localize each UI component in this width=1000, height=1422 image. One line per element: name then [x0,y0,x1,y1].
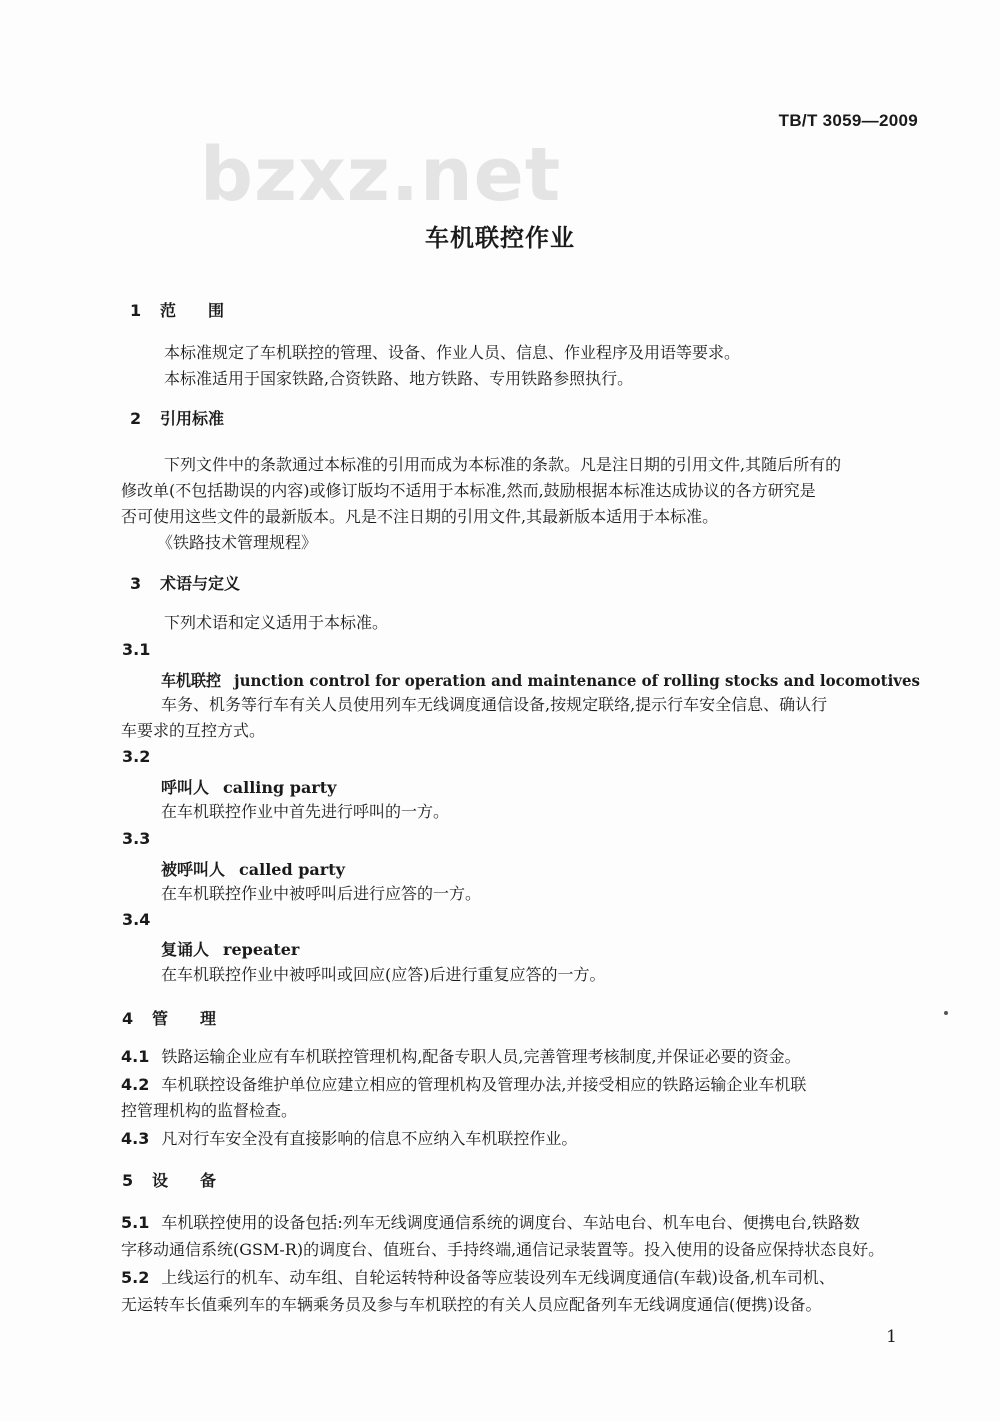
section-5-heading [122,1168,216,1191]
section-number: 5 [122,1171,134,1190]
clause-text: 车机联控使用的设备包括:列车无线调度通信系统的调度台、车站电台、机车电台、便携电台,铁路数 [161,1213,860,1232]
clause-number: 3.3 [122,829,151,848]
term-chinese: 复诵人 [161,940,210,959]
term-english: repeater [223,940,300,959]
reference-document: 《铁路技术管理规程》 [157,533,318,552]
section-number: 1 [130,301,142,320]
section-title: 范 围 [160,301,225,320]
term-chinese: 被呼叫人 [161,860,226,879]
clause-text: 上线运行的机车、动车组、自轮运转特种设备等应装设列车无线调度通信(车载)设备,机车司机、 [161,1268,835,1287]
definition-line: 车要求的互控方式。 [121,721,266,740]
term-entry [161,775,336,798]
term-chinese: 呼叫人 [161,778,210,797]
clause-line [121,1126,577,1152]
definition-line: 在车机联控作业中被呼叫或回应(应答)后进行重复应答的一方。 [161,965,606,984]
clause-number: 3.2 [122,747,151,766]
term-english: called party [239,860,345,879]
clause-line: 字移动通信系统(GSM-R)的调度台、值班台、手持终端,通信记录装置等。投入使用的设备应保持状态良好。 [121,1240,885,1259]
definition-line: 在车机联控作业中首先进行呼叫的一方。 [161,802,450,821]
clause-number: 5.2 [121,1268,150,1287]
term-entry [161,937,299,960]
term-english: junction control for operation and maintenance of rolling stocks and locomotives [234,671,921,690]
clause-text: 车机联控设备维护单位应建立相应的管理机构及管理办法,并接受相应的铁路运输企业车机联 [161,1075,807,1094]
paragraph-line: 下列文件中的条款通过本标准的引用而成为本标准的条款。凡是注日期的引用文件,其随后所有的 [164,455,842,474]
term-english: calling party [223,778,337,797]
section-2-heading [130,406,224,429]
section-title: 引用标准 [160,409,225,428]
section-number: 3 [130,574,142,593]
section-number: 2 [130,409,142,428]
clause-number: 3.4 [122,910,151,929]
section-1-heading [130,298,224,321]
clause-line [121,1044,801,1070]
clause-line: 无运转车长值乘列车的车辆乘务员及参与车机联控的有关人员应配备列车无线调度通信(便携)设备。 [121,1295,822,1314]
stray-mark [944,1011,948,1015]
definition-line: 在车机联控作业中被呼叫后进行应答的一方。 [161,884,482,903]
section-title: 术语与定义 [160,574,241,593]
paragraph: 本标准规定了车机联控的管理、设备、作业人员、信息、作业程序及用语等要求。 [164,343,741,362]
section-4-heading [122,1006,216,1029]
clause-text: 铁路运输企业应有车机联控管理机构,配备专职人员,完善管理考核制度,并保证必要的资金。 [161,1047,801,1066]
section-title: 管 理 [152,1009,217,1028]
clause-number: 4.2 [121,1075,150,1094]
clause-number: 3.1 [122,640,151,659]
paragraph: 下列术语和定义适用于本标准。 [164,613,389,632]
term-chinese: 车机联控 [161,671,222,690]
standard-number: TB/T 3059—2009 [778,111,918,130]
page-number: 1 [886,1327,897,1347]
paragraph-line: 否可使用这些文件的最新版本。凡是不注日期的引用文件,其最新版本适用于本标准。 [121,507,719,526]
document-title: 车机联控作业 [425,224,575,252]
definition-line: 车务、机务等行车有关人员使用列车无线调度通信设备,按规定联络,提示行车安全信息、确认行 [161,695,828,714]
clause-line [121,1072,806,1098]
clause-line [121,1210,860,1236]
paragraph-line: 修改单(不包括勘误的内容)或修订版均不适用于本标准,然而,鼓励根据本标准达成协议的各方研究是 [121,481,816,500]
clause-line [121,1265,835,1291]
clause-number: 5.1 [121,1213,150,1232]
section-3-heading [130,571,240,594]
term-entry [161,668,920,691]
clause-number: 4.3 [121,1129,150,1148]
term-entry [161,857,345,880]
clause-text: 凡对行车安全没有直接影响的信息不应纳入车机联控作业。 [161,1129,578,1148]
watermark: bzxz.net [200,132,562,218]
section-title: 设 备 [152,1171,217,1190]
clause-number: 4.1 [121,1047,150,1066]
clause-line: 控管理机构的监督检查。 [121,1101,298,1120]
section-number: 4 [122,1009,134,1028]
paragraph: 本标准适用于国家铁路,合资铁路、地方铁路、专用铁路参照执行。 [164,369,634,388]
